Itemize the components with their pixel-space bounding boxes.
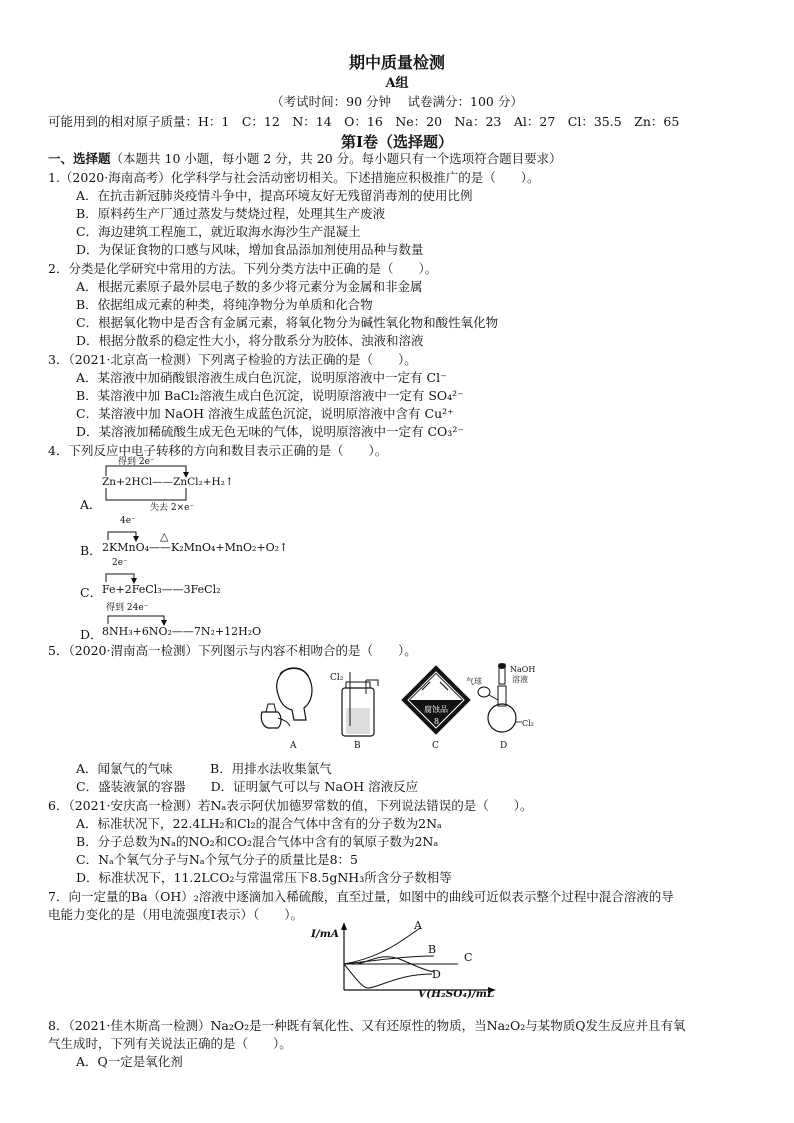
q5-fig-d-cl2: Cl₂: [522, 719, 534, 728]
page-title: 期中质量检测: [348, 53, 445, 72]
q4-b-heat: △: [160, 530, 169, 543]
group-label: A组: [385, 76, 409, 91]
q5-fig-b-cl2: Cl₂: [330, 673, 344, 683]
q5-fig-a-label: A: [290, 741, 297, 751]
q7-stem-1: 7．向一定量的Ba（OH）₂溶液中逐滴加入稀硫酸，直至过量，如图中的曲线可近似表示整个过程中混合溶液的导: [48, 889, 674, 904]
q5-options-cd: C．盛装液氯的容器 D．证明氯气可以与 NaOH 溶液反应: [76, 779, 419, 794]
q6-stem: 6．（2021·安庆高一检测）若Nₐ表示阿伏加德罗常数的值，下列说法错误的是（ ）。: [48, 798, 533, 813]
q6-option-a: A．标准状况下，22.4LH₂和Cl₂的混合气体中含有的分子数为2Nₐ: [76, 816, 442, 831]
q4-b-top: 4e⁻: [120, 516, 136, 526]
q3-option-a: A．某溶液中加硝酸银溶液生成白色沉淀，说明原溶液中一定有 Cl⁻: [76, 370, 447, 385]
q4-d-label: D．: [80, 627, 103, 642]
q5-fig-d-solution: 溶液: [512, 675, 528, 684]
q4-a-bottom: 失去 2×e⁻: [150, 503, 195, 513]
q4-a-label: A．: [80, 497, 102, 512]
q3-option-d: D．某溶液加稀硫酸生成无色无味的气体，说明原溶液中一定有 CO₃²⁻: [76, 424, 464, 439]
q5-fig-b-label: B: [354, 741, 361, 751]
atomic-masses: 可能用到的相对原子质量：H：1 C：12 N：14 O：16 Ne：20 Na：23 Al：27 Cl：35.5 Zn：65: [48, 114, 680, 129]
q1-option-b: B．原料药生产厂通过蒸发与焚烧过程，处理其生产废液: [76, 206, 386, 221]
q4-d-top: 得到 24e⁻: [106, 603, 149, 613]
part-title: 第Ⅰ卷（选择题）: [340, 133, 454, 151]
q3-option-c: C．某溶液中加 NaOH 溶液生成蓝色沉淀，说明原溶液中含有 Cu²⁺: [76, 406, 454, 421]
section-desc: （本题共 10 小题，每小题 2 分，共 20 分。每小题只有一个选项符合题目要求）: [110, 151, 562, 166]
q4-b-equation: 2KMnO₄——K₂MnO₄+MnO₂+O₂↑: [102, 541, 289, 554]
q5-stem: 5．（2020·渭南高一检测）下列图示与内容不相吻合的是（ ）。: [48, 643, 417, 658]
q3-option-b: B．某溶液中加 BaCl₂溶液生成白色沉淀，说明原溶液中一定有 SO₄²⁻: [76, 388, 464, 403]
q7-label-a: A: [414, 919, 422, 932]
q7-label-c: C: [464, 951, 473, 964]
q5-fig-c-label: C: [432, 741, 439, 751]
section-heading: [48, 150, 562, 168]
q2-option-a: A．根据元素原子最外层电子数的多少将元素分为金属和非金属: [76, 279, 423, 294]
q7-xlabel: V(H₂SO₄)/mL: [418, 988, 495, 1000]
q5-fig-c-corrosive-text: 腐蚀品: [424, 705, 448, 714]
q2-stem: 2．分类是化学研究中常用的方法。下列分类方法中正确的是（ ）。: [48, 261, 438, 276]
q6-option-c: C．Nₐ个氧气分子与Nₐ个氖气分子的质量比是8：5: [76, 852, 358, 867]
q6-option-d: D．标准状况下，11.2LCO₂与常温常压下8.5gNH₃所含分子数相等: [76, 870, 452, 885]
q4-a-top: 得到 2e⁻: [118, 457, 155, 467]
q5-fig-a-person-icon: [261, 668, 312, 728]
q4-c-top: 2e⁻: [112, 558, 128, 568]
q4-b-label: B．: [80, 543, 102, 558]
q8-option-a: A．Q一定是氧化剂: [76, 1054, 183, 1069]
q5-fig-b-bottle-icon: [342, 672, 378, 736]
q4-d-equation: 8NH₃+6NO₂——7N₂+12H₂O: [102, 625, 262, 638]
q2-option-d: D．根据分散系的稳定性大小，将分散系分为胶体、浊液和溶液: [76, 333, 424, 348]
q2-option-b: B．依据组成元素的种类，将纯净物分为单质和化合物: [76, 297, 373, 312]
q7-ylabel: I/mA: [311, 928, 340, 940]
q7-label-b: B: [428, 943, 437, 956]
q5-options-ab: A．闻氯气的气味 B．用排水法收集氯气: [76, 761, 332, 776]
q7-stem-2: 电能力变化的是（用电流强度I表示）（ ）。: [48, 907, 303, 922]
q5-fig-d-balloon: 气球: [466, 677, 482, 686]
q4-c-label: C．: [80, 585, 103, 600]
q7-curve-a: [344, 928, 420, 964]
q1-option-d: D．为保证食物的口感与风味，增加食品添加剂使用品种与数量: [76, 242, 424, 257]
section-label: 一、选择题: [48, 151, 111, 166]
q8-stem-1: 8．（2021·佳木斯高一检测）Na₂O₂是一种既有氧化性、又有还原性的物质，当Na₂O₂与某物质Q发生反应并且有氧: [48, 1018, 686, 1033]
q5-fig-d-label: D: [500, 741, 508, 751]
q5-figure: [254, 660, 544, 752]
q1-option-c: C．海边建筑工程施工，就近取海水海沙生产混凝土: [76, 224, 361, 239]
q4-stem: 4．下列反应中电子转移的方向和数目表示正确的是（ ）。: [48, 443, 388, 458]
q8-stem-2: 气生成时，下列有关说法正确的是（ ）。: [48, 1036, 292, 1051]
q1-option-a: A．在抗击新冠肺炎疫情斗争中，提高环境友好无残留消毒剂的使用比例: [76, 188, 473, 203]
q5-fig-d-naoh: NaOH: [510, 665, 536, 674]
q5-fig-c-eight: 8: [434, 717, 440, 726]
q7-label-d: D: [432, 968, 441, 981]
q2-option-c: C．根据氧化物中是否含有金属元素，将氧化物分为碱性氧化物和酸性氧化物: [76, 315, 499, 330]
q4-a-equation: Zn+2HCl——ZnCl₂+H₂↑: [102, 476, 234, 488]
exam-info: （考试时间：90 分钟 试卷满分：100 分）: [271, 94, 523, 109]
q4-c-equation: Fe+2FeCl₃——3FeCl₂: [102, 583, 221, 596]
q6-option-b: B．分子总数为Nₐ的NO₂和CO₂混合气体中含有的氧原子数为2Nₐ: [76, 834, 439, 849]
q3-stem: 3．（2021·北京高一检测）下列离子检验的方法正确的是（ ）。: [48, 352, 417, 367]
q1-stem: 1.（2020·海南高考）化学科学与社会活动密切相关。下述措施应积极推广的是（ ）。: [48, 170, 540, 185]
